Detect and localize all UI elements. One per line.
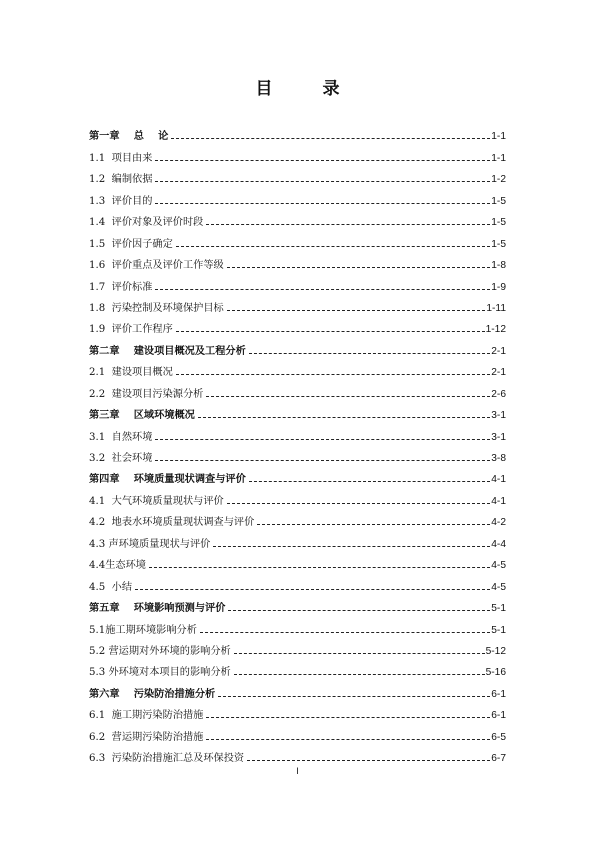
toc-section-entry[interactable] [89,636,506,657]
dot-leader [227,267,491,268]
dot-leader [257,524,490,525]
toc-section-entry[interactable] [89,378,506,399]
dot-leader [227,503,491,504]
toc-chapter-entry[interactable] [89,121,506,142]
toc-entry-title: 5.2 营运期对外环境的影响分析 [89,645,231,657]
toc-chapter-entry[interactable] [89,593,506,614]
toc-entry-page: 1-5 [491,195,506,207]
dot-leader [149,567,490,568]
toc-entry-title: 第五章 环境影响预测与评价 [89,602,226,615]
dot-leader [234,653,485,654]
toc-chapter-entry[interactable] [89,335,506,356]
toc-entry-page: 1-11 [486,302,506,314]
toc-entry-title: 6.1 施工期污染防治措施 [89,710,204,722]
toc-entry-title: 3.1 自然环境 [89,431,153,443]
toc-entry-page: 3-1 [491,431,506,443]
toc-entry-page: 1-1 [491,131,506,143]
toc-entry-title: 第二章 建设项目概况及工程分析 [89,344,246,357]
dot-leader [227,310,486,311]
toc-section-entry[interactable] [89,550,506,571]
dot-leader [247,760,490,761]
dot-leader [155,439,490,440]
toc-entry-page: 1-1 [491,152,506,164]
toc-entry-page: 4-4 [491,538,506,550]
toc-section-entry[interactable] [89,357,506,378]
toc-entry-title: 4.5 小结 [89,581,133,593]
toc-entry-page: 4-1 [491,495,506,507]
toc-section-entry[interactable] [89,507,506,528]
toc-entry-title: 1.1 项目由来 [89,152,153,164]
toc-entry-title: 1.8 污染控制及环境保护目标 [89,302,224,314]
toc-entry-page: 3-8 [491,453,506,464]
page-number: I [296,766,299,776]
toc-entry-title: 3.2 社会环境 [89,453,153,464]
toc-entry-title: 2.1 建设项目概况 [89,367,173,379]
dot-leader [206,224,490,225]
toc-entry-title: 5.1施工期环境影响分析 [89,624,197,636]
toc-entry-page: 2-1 [491,367,506,379]
toc-section-entry[interactable] [89,443,506,464]
dot-leader [176,246,490,247]
dot-leader [155,181,490,182]
toc-chapter-entry[interactable] [89,464,506,485]
toc-section-entry[interactable] [89,421,506,442]
toc-entry-page: 1-5 [491,238,506,250]
toc-entry-page: 2-1 [491,345,506,357]
toc-entry-page: 1-2 [491,174,506,186]
toc-entry-title: 1.9 评价工作程序 [89,324,173,336]
toc-entry-title: 6.3 污染防治措施汇总及环保投资 [89,753,245,765]
toc-entry-title: 4.3 声环境质量现状与评价 [89,538,211,550]
dot-leader [155,289,490,290]
toc-chapter-entry[interactable] [89,400,506,421]
toc-entry-page: 5-16 [485,667,506,679]
dot-leader [200,632,490,633]
dot-leader [155,203,490,204]
toc-entry-page: 1-8 [491,260,506,272]
dot-leader [206,396,490,397]
toc-section-entry[interactable] [89,528,506,549]
dot-leader [218,696,490,697]
dot-leader [176,374,490,375]
toc-entry-title: 1.6 评价重点及评价工作等级 [89,260,224,272]
toc-entry-title: 第一章 总 论 [89,130,169,143]
dot-leader [206,717,490,718]
toc-entry-title: 1.3 评价目的 [89,195,153,207]
toc-section-entry[interactable] [89,293,506,314]
toc-entry-page: 6-1 [491,710,506,722]
toc-entry-page: 4-1 [491,474,506,486]
toc-section-entry[interactable] [89,700,506,721]
toc-entry-title: 1.5 评价因子确定 [89,238,173,250]
table-of-contents [89,121,506,764]
dot-leader [249,481,490,482]
toc-entry-title: 第六章 污染防治措施分析 [89,687,216,700]
dot-leader [206,739,490,740]
toc-section-entry[interactable] [89,614,506,635]
dot-leader [198,417,490,418]
dot-leader [171,138,490,139]
toc-section-entry[interactable] [89,657,506,678]
toc-section-entry[interactable] [89,185,506,206]
dot-leader [213,546,490,547]
toc-entry-page: 5-12 [485,645,506,657]
toc-entry-title: 6.2 营运期污染防治措施 [89,731,204,743]
dot-leader [249,353,490,354]
toc-section-entry[interactable] [89,485,506,506]
toc-entry-page: 5-1 [491,624,506,636]
toc-entry-page: 4-2 [491,517,506,529]
toc-entry-page: 6-5 [491,731,506,743]
toc-entry-title: 1.7 评价标准 [89,281,153,293]
toc-entry-page: 6-1 [491,688,506,700]
dot-leader [176,331,485,332]
toc-entry-title: 2.2 建设项目污染源分析 [89,388,204,400]
toc-entry-page: 4-5 [491,560,506,572]
toc-entry-page: 1-5 [491,217,506,229]
dot-leader [135,589,490,590]
toc-entry-page: 4-5 [491,581,506,593]
dot-leader [234,674,485,675]
dot-leader [228,610,490,611]
toc-entry-title: 1.2 编制依据 [89,174,153,186]
toc-chapter-entry[interactable] [89,678,506,699]
toc-entry-title: 4.1 大气环境质量现状与评价 [89,495,224,507]
toc-section-entry[interactable] [89,228,506,249]
toc-entry-title: 4.4生态环境 [89,560,146,572]
toc-title: 目 录 [255,79,362,99]
toc-entry-page: 3-1 [491,410,506,422]
toc-section-entry[interactable] [89,314,506,335]
dot-leader [155,160,490,161]
toc-section-entry[interactable] [89,164,506,185]
toc-section-entry[interactable] [89,721,506,742]
toc-section-entry[interactable] [89,271,506,292]
toc-section-entry[interactable] [89,250,506,271]
toc-entry-title: 第三章 区域环境概况 [89,409,195,422]
toc-entry-page: 2-6 [491,388,506,400]
toc-entry-title: 4.2 地表水环境质量现状调查与评价 [89,517,255,529]
toc-section-entry[interactable] [89,142,506,163]
toc-entry-page: 1-12 [485,324,506,336]
toc-section-entry[interactable] [89,207,506,228]
dot-leader [155,460,490,461]
toc-entry-title: 1.4 评价对象及评价时段 [89,217,204,229]
toc-entry-page: 5-1 [491,603,506,615]
toc-entry-page: 6-7 [491,753,506,765]
toc-entry-title: 第四章 环境质量现状调查与评价 [89,473,246,486]
toc-entry-title: 5.3 外环境对本项目的影响分析 [89,667,231,679]
toc-entry-page: 1-9 [491,281,506,293]
toc-section-entry[interactable] [89,743,506,764]
toc-section-entry[interactable] [89,571,506,592]
